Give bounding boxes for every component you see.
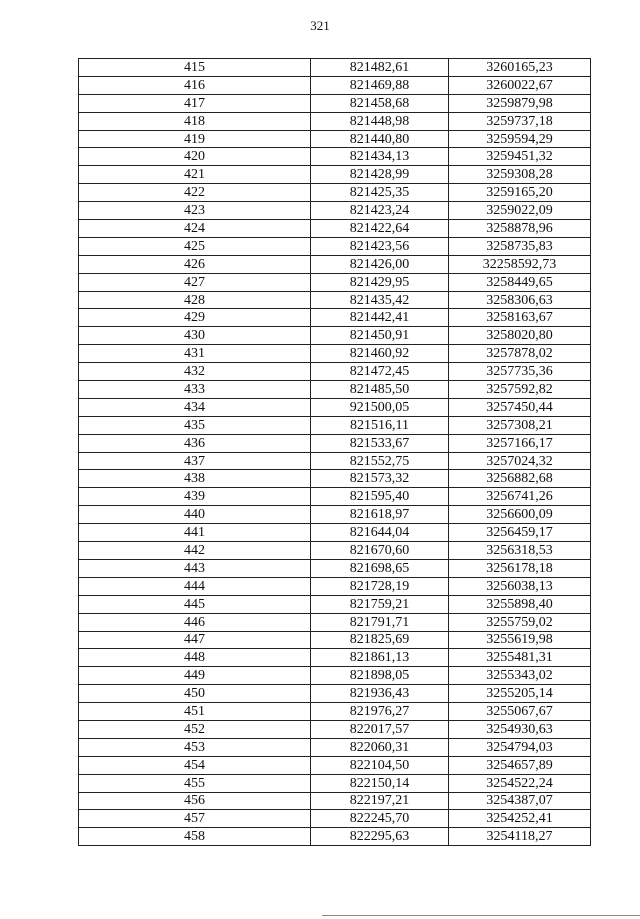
x-coordinate-cell: 821485,50	[311, 381, 449, 399]
point-number-cell: 430	[79, 327, 311, 345]
table-row	[79, 398, 591, 416]
y-coordinate-cell: 3257735,36	[449, 363, 591, 381]
point-number-cell: 450	[79, 685, 311, 703]
table-row	[79, 470, 591, 488]
y-coordinate-cell: 3255067,67	[449, 703, 591, 721]
table-row	[79, 416, 591, 434]
table-row	[79, 613, 591, 631]
table-row	[79, 237, 591, 255]
y-coordinate-cell: 3255481,31	[449, 649, 591, 667]
y-coordinate-cell: 3259308,28	[449, 166, 591, 184]
y-coordinate-cell: 3259879,98	[449, 94, 591, 112]
point-number-cell: 427	[79, 273, 311, 291]
table-row	[79, 792, 591, 810]
x-coordinate-cell: 821595,40	[311, 488, 449, 506]
table-row	[79, 309, 591, 327]
y-coordinate-cell: 3255205,14	[449, 685, 591, 703]
y-coordinate-cell: 3256459,17	[449, 524, 591, 542]
table-row	[79, 595, 591, 613]
point-number-cell: 434	[79, 398, 311, 416]
y-coordinate-cell: 3256318,53	[449, 542, 591, 560]
point-number-cell: 437	[79, 452, 311, 470]
y-coordinate-cell: 3254387,07	[449, 792, 591, 810]
point-number-cell: 429	[79, 309, 311, 327]
table-row	[79, 220, 591, 238]
y-coordinate-cell: 3255759,02	[449, 613, 591, 631]
y-coordinate-cell: 3258878,96	[449, 220, 591, 238]
point-number-cell: 438	[79, 470, 311, 488]
table-row	[79, 559, 591, 577]
point-number-cell: 446	[79, 613, 311, 631]
point-number-cell: 440	[79, 506, 311, 524]
x-coordinate-cell: 821482,61	[311, 59, 449, 77]
table-row	[79, 774, 591, 792]
table-row	[79, 685, 591, 703]
x-coordinate-cell: 821434,13	[311, 148, 449, 166]
table-row	[79, 59, 591, 77]
point-number-cell: 457	[79, 810, 311, 828]
point-number-cell: 442	[79, 542, 311, 560]
y-coordinate-cell: 3258735,83	[449, 237, 591, 255]
point-number-cell: 426	[79, 255, 311, 273]
x-coordinate-cell: 822295,63	[311, 828, 449, 846]
table-row	[79, 524, 591, 542]
point-number-cell: 436	[79, 434, 311, 452]
point-number-cell: 425	[79, 237, 311, 255]
x-coordinate-cell: 821618,97	[311, 506, 449, 524]
point-number-cell: 424	[79, 220, 311, 238]
point-number-cell: 416	[79, 76, 311, 94]
x-coordinate-cell: 822197,21	[311, 792, 449, 810]
table-row	[79, 756, 591, 774]
y-coordinate-cell: 3258306,63	[449, 291, 591, 309]
table-row	[79, 703, 591, 721]
x-coordinate-cell: 821442,41	[311, 309, 449, 327]
y-coordinate-cell: 3254657,89	[449, 756, 591, 774]
table-row	[79, 488, 591, 506]
table-row	[79, 434, 591, 452]
x-coordinate-cell: 821670,60	[311, 542, 449, 560]
x-coordinate-cell: 822060,31	[311, 738, 449, 756]
y-coordinate-cell: 3255619,98	[449, 631, 591, 649]
table-row	[79, 649, 591, 667]
table-row	[79, 255, 591, 273]
point-number-cell: 435	[79, 416, 311, 434]
y-coordinate-cell: 3258163,67	[449, 309, 591, 327]
y-coordinate-cell: 3257878,02	[449, 345, 591, 363]
x-coordinate-cell: 821573,32	[311, 470, 449, 488]
point-number-cell: 454	[79, 756, 311, 774]
x-coordinate-cell: 821825,69	[311, 631, 449, 649]
table-row	[79, 148, 591, 166]
x-coordinate-cell: 821428,99	[311, 166, 449, 184]
y-coordinate-cell: 3257166,17	[449, 434, 591, 452]
bottom-rule	[322, 915, 640, 916]
x-coordinate-cell: 821469,88	[311, 76, 449, 94]
point-number-cell: 445	[79, 595, 311, 613]
table-row	[79, 327, 591, 345]
x-coordinate-cell: 821644,04	[311, 524, 449, 542]
x-coordinate-cell: 821759,21	[311, 595, 449, 613]
y-coordinate-cell: 3256600,09	[449, 506, 591, 524]
x-coordinate-cell: 821552,75	[311, 452, 449, 470]
x-coordinate-cell: 821976,27	[311, 703, 449, 721]
x-coordinate-cell: 822245,70	[311, 810, 449, 828]
point-number-cell: 431	[79, 345, 311, 363]
x-coordinate-cell: 821423,56	[311, 237, 449, 255]
table-row	[79, 667, 591, 685]
x-coordinate-cell: 821425,35	[311, 184, 449, 202]
y-coordinate-cell: 3256038,13	[449, 577, 591, 595]
point-number-cell: 423	[79, 202, 311, 220]
point-number-cell: 444	[79, 577, 311, 595]
y-coordinate-cell: 3259165,20	[449, 184, 591, 202]
x-coordinate-cell: 821898,05	[311, 667, 449, 685]
y-coordinate-cell: 3259022,09	[449, 202, 591, 220]
y-coordinate-cell: 3258449,65	[449, 273, 591, 291]
x-coordinate-cell: 821472,45	[311, 363, 449, 381]
y-coordinate-cell: 3254794,03	[449, 738, 591, 756]
table-row	[79, 273, 591, 291]
x-coordinate-cell: 822017,57	[311, 720, 449, 738]
point-number-cell: 415	[79, 59, 311, 77]
y-coordinate-cell: 3259594,29	[449, 130, 591, 148]
coordinates-table	[78, 58, 591, 846]
table-row	[79, 202, 591, 220]
x-coordinate-cell: 821460,92	[311, 345, 449, 363]
y-coordinate-cell: 3260165,23	[449, 59, 591, 77]
x-coordinate-cell: 821698,65	[311, 559, 449, 577]
point-number-cell: 432	[79, 363, 311, 381]
x-coordinate-cell: 821936,43	[311, 685, 449, 703]
table-row	[79, 577, 591, 595]
x-coordinate-cell: 822150,14	[311, 774, 449, 792]
table-row	[79, 291, 591, 309]
y-coordinate-cell: 3257592,82	[449, 381, 591, 399]
point-number-cell: 443	[79, 559, 311, 577]
point-number-cell: 417	[79, 94, 311, 112]
table-row	[79, 506, 591, 524]
table-row	[79, 720, 591, 738]
point-number-cell: 420	[79, 148, 311, 166]
y-coordinate-cell: 3255898,40	[449, 595, 591, 613]
y-coordinate-cell: 3258020,80	[449, 327, 591, 345]
table-row	[79, 130, 591, 148]
table-row	[79, 828, 591, 846]
y-coordinate-cell: 3256741,26	[449, 488, 591, 506]
table-row	[79, 363, 591, 381]
y-coordinate-cell: 3257450,44	[449, 398, 591, 416]
point-number-cell: 428	[79, 291, 311, 309]
point-number-cell: 448	[79, 649, 311, 667]
point-number-cell: 422	[79, 184, 311, 202]
point-number-cell: 441	[79, 524, 311, 542]
x-coordinate-cell: 821458,68	[311, 94, 449, 112]
y-coordinate-cell: 3257024,32	[449, 452, 591, 470]
table-row	[79, 94, 591, 112]
y-coordinate-cell: 3254522,24	[449, 774, 591, 792]
point-number-cell: 456	[79, 792, 311, 810]
table-row	[79, 738, 591, 756]
x-coordinate-cell: 821533,67	[311, 434, 449, 452]
x-coordinate-cell: 821516,11	[311, 416, 449, 434]
x-coordinate-cell: 921500,05	[311, 398, 449, 416]
table-row	[79, 345, 591, 363]
x-coordinate-cell: 821448,98	[311, 112, 449, 130]
y-coordinate-cell: 3256882,68	[449, 470, 591, 488]
x-coordinate-cell: 821422,64	[311, 220, 449, 238]
x-coordinate-cell: 821728,19	[311, 577, 449, 595]
y-coordinate-cell: 3257308,21	[449, 416, 591, 434]
point-number-cell: 447	[79, 631, 311, 649]
x-coordinate-cell: 822104,50	[311, 756, 449, 774]
point-number-cell: 419	[79, 130, 311, 148]
y-coordinate-cell: 3254118,27	[449, 828, 591, 846]
x-coordinate-cell: 821450,91	[311, 327, 449, 345]
point-number-cell: 418	[79, 112, 311, 130]
y-coordinate-cell: 32258592,73	[449, 255, 591, 273]
x-coordinate-cell: 821435,42	[311, 291, 449, 309]
x-coordinate-cell: 821423,24	[311, 202, 449, 220]
table-row	[79, 452, 591, 470]
x-coordinate-cell: 821429,95	[311, 273, 449, 291]
point-number-cell: 458	[79, 828, 311, 846]
table-row	[79, 381, 591, 399]
point-number-cell: 433	[79, 381, 311, 399]
x-coordinate-cell: 821440,80	[311, 130, 449, 148]
table-row	[79, 112, 591, 130]
point-number-cell: 449	[79, 667, 311, 685]
y-coordinate-cell: 3260022,67	[449, 76, 591, 94]
x-coordinate-cell: 821861,13	[311, 649, 449, 667]
y-coordinate-cell: 3256178,18	[449, 559, 591, 577]
page-number: 321	[310, 18, 330, 33]
table-row	[79, 810, 591, 828]
table-row	[79, 166, 591, 184]
table-row	[79, 76, 591, 94]
point-number-cell: 451	[79, 703, 311, 721]
point-number-cell: 455	[79, 774, 311, 792]
x-coordinate-cell: 821426,00	[311, 255, 449, 273]
point-number-cell: 453	[79, 738, 311, 756]
y-coordinate-cell: 3254930,63	[449, 720, 591, 738]
point-number-cell: 421	[79, 166, 311, 184]
point-number-cell: 439	[79, 488, 311, 506]
y-coordinate-cell: 3259737,18	[449, 112, 591, 130]
point-number-cell: 452	[79, 720, 311, 738]
table-row	[79, 542, 591, 560]
y-coordinate-cell: 3254252,41	[449, 810, 591, 828]
y-coordinate-cell: 3259451,32	[449, 148, 591, 166]
table-row	[79, 631, 591, 649]
table-row	[79, 184, 591, 202]
coordinates-table-body	[79, 59, 591, 846]
x-coordinate-cell: 821791,71	[311, 613, 449, 631]
y-coordinate-cell: 3255343,02	[449, 667, 591, 685]
